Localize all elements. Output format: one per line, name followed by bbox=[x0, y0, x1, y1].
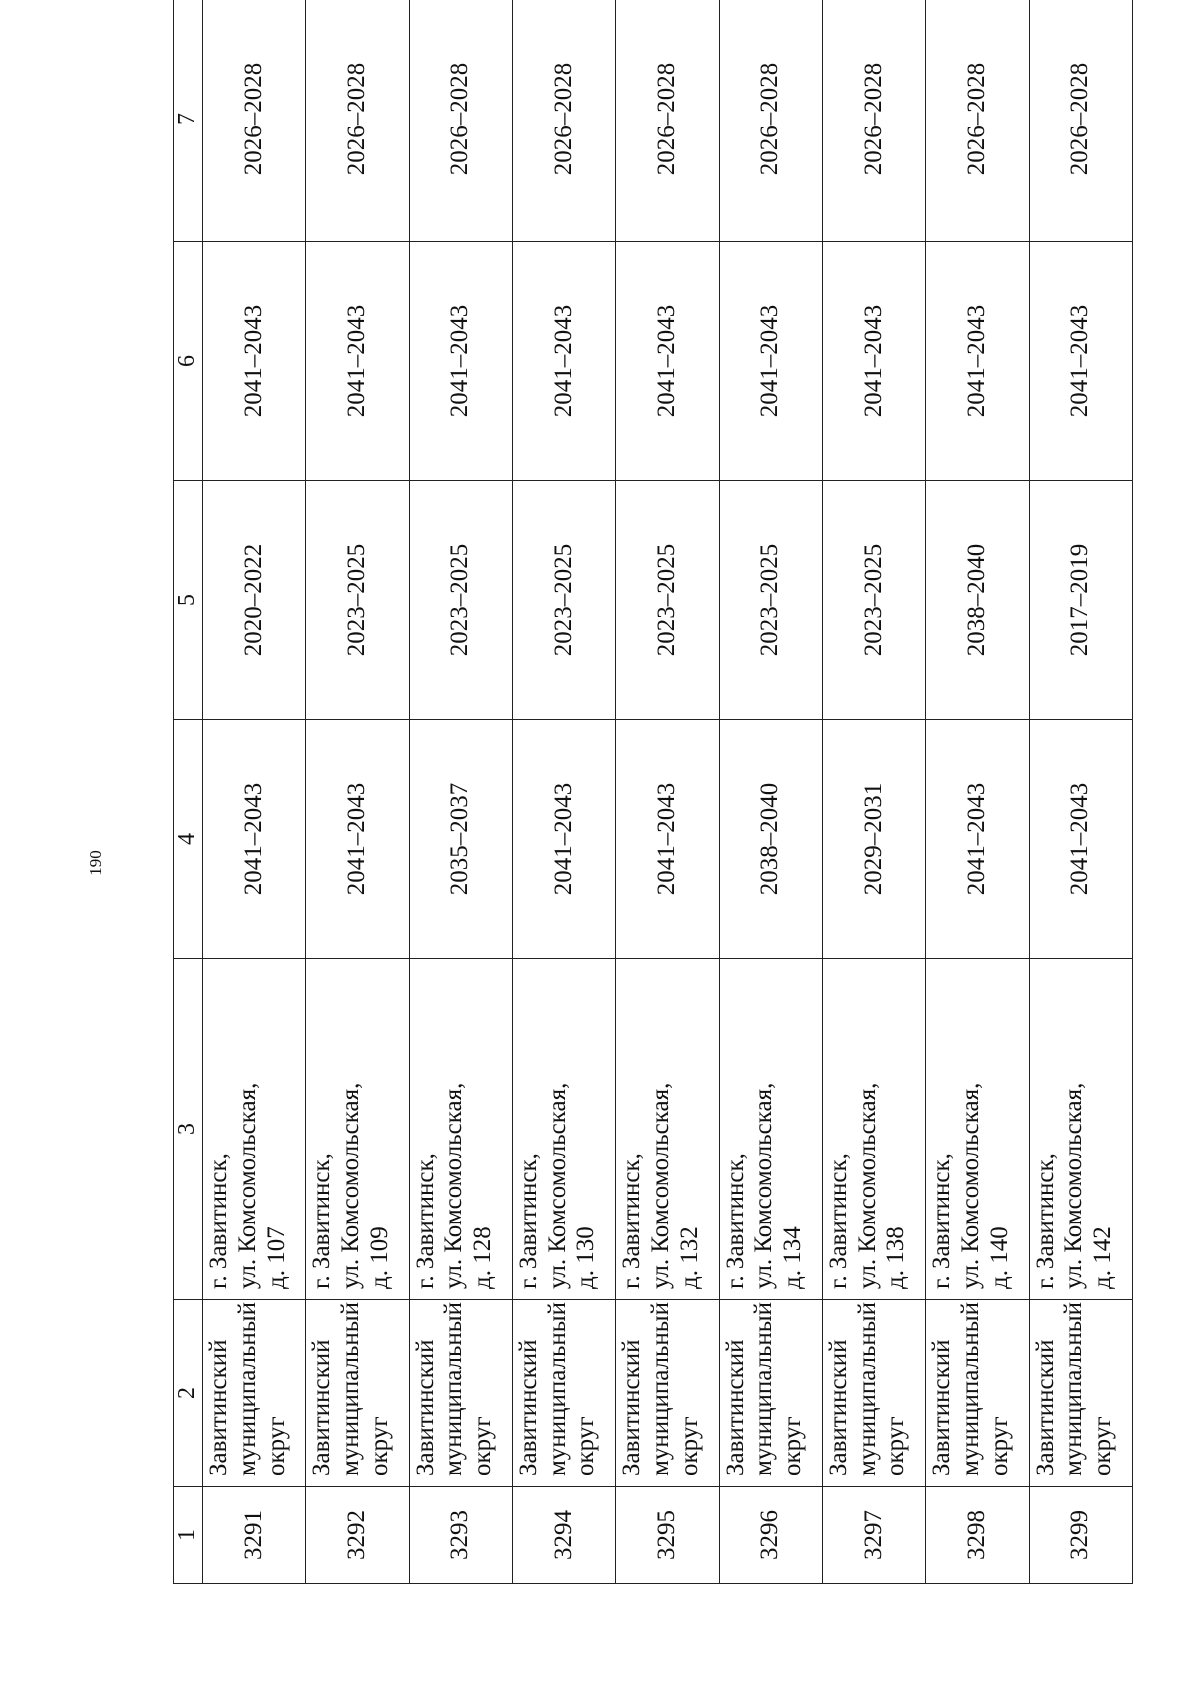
address-line: д. 109 bbox=[365, 1226, 393, 1289]
column-header-2: 2 bbox=[174, 1300, 203, 1487]
address-line: ул. Комсомольская, bbox=[750, 1082, 778, 1289]
period-cell-5: 2023–2025 bbox=[719, 481, 822, 720]
period-cell-7: 2026–2028 bbox=[512, 0, 615, 242]
district-cell bbox=[719, 1300, 822, 1487]
table-body bbox=[174, 0, 1133, 1584]
period-cell-4: 2041–2043 bbox=[1029, 720, 1132, 959]
row-number-cell: 3298 bbox=[926, 1487, 1029, 1584]
district-line: Завитинский bbox=[411, 1339, 439, 1476]
address-line: г. Завитинск, bbox=[1031, 1153, 1059, 1289]
district-cell bbox=[306, 1300, 409, 1487]
district-line: округ bbox=[469, 1416, 497, 1476]
address-line: д. 134 bbox=[779, 1226, 807, 1289]
district-cell bbox=[203, 1300, 306, 1487]
period-cell-6: 2041–2043 bbox=[926, 242, 1029, 481]
period-cell-6: 2041–2043 bbox=[616, 242, 719, 481]
district-line: округ bbox=[572, 1416, 600, 1476]
district-line: Завитинский bbox=[1031, 1339, 1059, 1476]
address-line: д. 140 bbox=[985, 1226, 1013, 1289]
period-cell-6: 2041–2043 bbox=[203, 242, 306, 481]
district-line: Завитинский bbox=[618, 1339, 646, 1476]
period-cell-5: 2020–2022 bbox=[203, 481, 306, 720]
district-cell bbox=[926, 1300, 1029, 1487]
period-cell-4: 2041–2043 bbox=[203, 720, 306, 959]
address-cell bbox=[719, 959, 822, 1300]
period-cell-5: 2023–2025 bbox=[306, 481, 409, 720]
district-line: Завитинский bbox=[308, 1339, 336, 1476]
row-number-cell: 3291 bbox=[203, 1487, 306, 1584]
address-line: ул. Комсомольская, bbox=[853, 1082, 881, 1289]
district-line: муниципальный bbox=[1060, 1302, 1088, 1476]
district-line: округ bbox=[675, 1416, 703, 1476]
address-line: г. Завитинск, bbox=[721, 1153, 749, 1289]
period-cell-7: 2026–2028 bbox=[822, 0, 925, 242]
row-number-cell: 3299 bbox=[1029, 1487, 1132, 1584]
address-line: ул. Комсомольская, bbox=[1060, 1082, 1088, 1289]
table-header-row bbox=[174, 0, 203, 1584]
period-cell-4: 2041–2043 bbox=[512, 720, 615, 959]
address-cell bbox=[1029, 959, 1132, 1300]
period-cell-4: 2035–2037 bbox=[409, 720, 512, 959]
row-number-cell: 3296 bbox=[719, 1487, 822, 1584]
period-cell-6: 2041–2043 bbox=[822, 242, 925, 481]
address-line: г. Завитинск, bbox=[514, 1153, 542, 1289]
period-cell-6: 2041–2043 bbox=[512, 242, 615, 481]
period-cell-5: 2023–2025 bbox=[616, 481, 719, 720]
period-cell-5: 2023–2025 bbox=[822, 481, 925, 720]
district-line: Завитинский bbox=[205, 1339, 232, 1476]
housing-schedule-table bbox=[173, 0, 1133, 1584]
period-cell-5: 2023–2025 bbox=[512, 481, 615, 720]
district-line: муниципальный bbox=[853, 1302, 881, 1476]
address-line: д. 142 bbox=[1089, 1226, 1117, 1289]
address-line: ул. Комсомольская, bbox=[647, 1082, 675, 1289]
period-cell-6: 2041–2043 bbox=[1029, 242, 1132, 481]
row-number-cell: 3292 bbox=[306, 1487, 409, 1584]
page-number: 190 bbox=[86, 850, 105, 876]
table-row bbox=[1029, 0, 1132, 1584]
period-cell-5: 2038–2040 bbox=[926, 481, 1029, 720]
address-line: г. Завитинск, bbox=[618, 1153, 646, 1289]
column-header-3: 3 bbox=[174, 959, 203, 1300]
address-line: ул. Комсомольская, bbox=[233, 1082, 261, 1289]
address-cell bbox=[306, 959, 409, 1300]
address-line: г. Завитинск, bbox=[411, 1153, 439, 1289]
address-line: г. Завитинск, bbox=[928, 1153, 956, 1289]
address-cell bbox=[822, 959, 925, 1300]
address-cell bbox=[512, 959, 615, 1300]
row-number-cell: 3295 bbox=[616, 1487, 719, 1584]
district-line: муниципальный bbox=[440, 1302, 468, 1476]
address-line: ул. Комсомольская, bbox=[337, 1082, 365, 1289]
address-line: д. 138 bbox=[882, 1226, 910, 1289]
period-cell-6: 2041–2043 bbox=[306, 242, 409, 481]
table-row bbox=[512, 0, 615, 1584]
period-cell-4: 2041–2043 bbox=[306, 720, 409, 959]
address-line: г. Завитинск, bbox=[824, 1153, 852, 1289]
address-line: д. 132 bbox=[675, 1226, 703, 1289]
district-cell bbox=[822, 1300, 925, 1487]
district-line: Завитинский bbox=[514, 1339, 542, 1476]
district-cell bbox=[1029, 1300, 1132, 1487]
column-header-4: 4 bbox=[174, 720, 203, 959]
column-header-6: 6 bbox=[174, 242, 203, 481]
table-row bbox=[719, 0, 822, 1584]
address-line: д. 130 bbox=[572, 1226, 600, 1289]
district-line: Завитинский bbox=[721, 1339, 749, 1476]
period-cell-7: 2026–2028 bbox=[719, 0, 822, 242]
address-line: д. 107 bbox=[262, 1226, 290, 1289]
district-line: муниципальный bbox=[750, 1302, 778, 1476]
district-line: муниципальный bbox=[337, 1302, 365, 1476]
district-line: Завитинский bbox=[824, 1339, 852, 1476]
period-cell-4: 2041–2043 bbox=[616, 720, 719, 959]
table-row bbox=[203, 0, 306, 1584]
period-cell-7: 2026–2028 bbox=[409, 0, 512, 242]
period-cell-7: 2026–2028 bbox=[926, 0, 1029, 242]
district-line: округ bbox=[779, 1416, 807, 1476]
district-line: округ bbox=[1089, 1416, 1117, 1476]
address-line: д. 128 bbox=[469, 1226, 497, 1289]
district-line: муниципальный bbox=[233, 1302, 261, 1476]
period-cell-5: 2023–2025 bbox=[409, 481, 512, 720]
district-line: округ bbox=[882, 1416, 910, 1476]
period-cell-4: 2029–2031 bbox=[822, 720, 925, 959]
period-cell-5: 2017–2019 bbox=[1029, 481, 1132, 720]
column-header-7: 7 bbox=[174, 0, 203, 242]
district-cell bbox=[512, 1300, 615, 1487]
district-line: Завитинский bbox=[928, 1339, 956, 1476]
address-line: г. Завитинск, bbox=[205, 1153, 232, 1289]
address-line: ул. Комсомольская, bbox=[957, 1082, 985, 1289]
district-line: муниципальный bbox=[543, 1302, 571, 1476]
district-cell bbox=[409, 1300, 512, 1487]
period-cell-4: 2041–2043 bbox=[926, 720, 1029, 959]
row-number-cell: 3294 bbox=[512, 1487, 615, 1584]
district-line: муниципальный bbox=[957, 1302, 985, 1476]
address-line: ул. Комсомольская, bbox=[440, 1082, 468, 1289]
period-cell-7: 2026–2028 bbox=[306, 0, 409, 242]
district-line: округ bbox=[985, 1416, 1013, 1476]
address-cell bbox=[926, 959, 1029, 1300]
period-cell-7: 2026–2028 bbox=[616, 0, 719, 242]
column-header-5: 5 bbox=[174, 481, 203, 720]
address-cell bbox=[616, 959, 719, 1300]
table-container bbox=[173, 62, 1133, 1584]
column-header-1: 1 bbox=[174, 1487, 203, 1584]
table-row bbox=[616, 0, 719, 1584]
row-number-cell: 3297 bbox=[822, 1487, 925, 1584]
period-cell-7: 2026–2028 bbox=[203, 0, 306, 242]
district-line: округ bbox=[262, 1416, 290, 1476]
row-number-cell: 3293 bbox=[409, 1487, 512, 1584]
period-cell-4: 2038–2040 bbox=[719, 720, 822, 959]
address-line: г. Завитинск, bbox=[308, 1153, 336, 1289]
period-cell-6: 2041–2043 bbox=[409, 242, 512, 481]
period-cell-6: 2041–2043 bbox=[719, 242, 822, 481]
address-cell bbox=[409, 959, 512, 1300]
table-row bbox=[822, 0, 925, 1584]
table-row bbox=[409, 0, 512, 1584]
table-row bbox=[306, 0, 409, 1584]
address-cell bbox=[203, 959, 306, 1300]
period-cell-7: 2026–2028 bbox=[1029, 0, 1132, 242]
district-cell bbox=[616, 1300, 719, 1487]
address-line: ул. Комсомольская, bbox=[543, 1082, 571, 1289]
table-row bbox=[926, 0, 1029, 1584]
district-line: округ bbox=[365, 1416, 393, 1476]
district-line: муниципальный bbox=[647, 1302, 675, 1476]
